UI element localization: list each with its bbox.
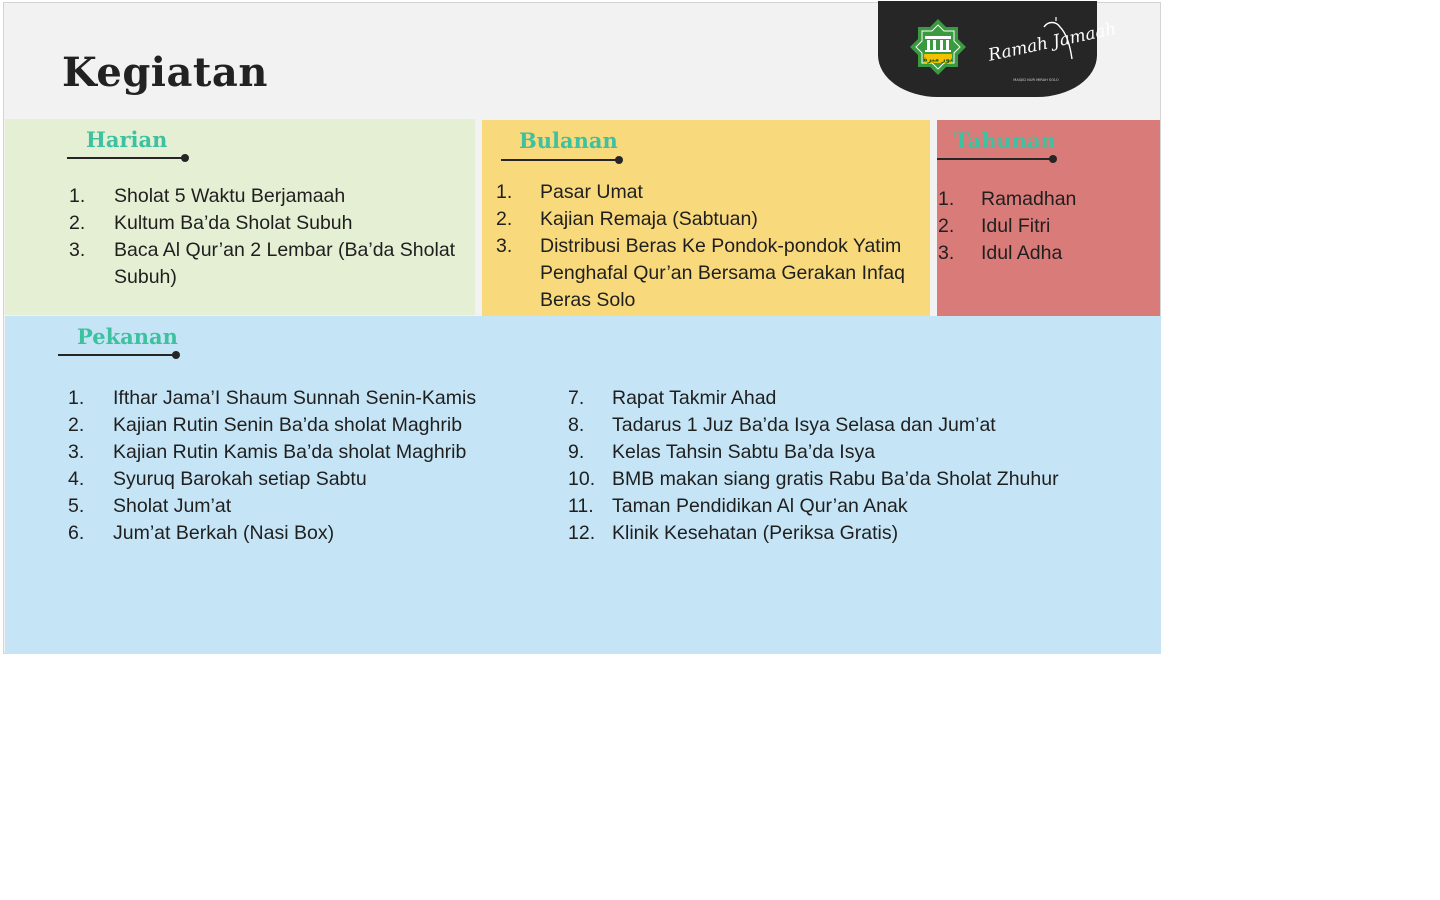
list-item xyxy=(938,213,1156,240)
list-item-number: 8. xyxy=(568,414,585,436)
list-item-text: Kajian Rutin Senin Ba’da sholat Maghrib xyxy=(113,414,463,436)
list-item xyxy=(68,412,538,439)
list-item-number: 2. xyxy=(68,414,85,436)
list-item-text: Taman Pendidikan Al Qur’an Anak xyxy=(612,495,908,517)
list-item-text: Kelas Tahsin Sabtu Ba’da Isya xyxy=(612,441,876,463)
list-item-number: 9. xyxy=(568,441,585,463)
list-item xyxy=(568,412,1128,439)
list-item xyxy=(68,520,538,547)
list-item-text: Idul Adha xyxy=(981,242,1063,264)
list-item xyxy=(68,385,538,412)
list-pekanan-left xyxy=(68,385,538,547)
list-tahunan xyxy=(938,186,1156,267)
list-item-text: Ifthar Jama’I Shaum Sunnah Senin-Kamis xyxy=(113,387,477,409)
list-item-number: 10. xyxy=(568,468,596,490)
list-item-number: 5. xyxy=(68,495,85,517)
section-harian xyxy=(5,119,475,315)
list-item-text: Klinik Kesehatan (Periksa Gratis) xyxy=(612,522,899,544)
logo-tagline: MASJID NUR MIRAH SOLO xyxy=(1013,78,1059,82)
slide xyxy=(3,2,1161,654)
list-item-number: 1. xyxy=(69,185,86,207)
logo-emblem-text: نور ميرة xyxy=(923,55,953,64)
list-item xyxy=(496,233,922,314)
section-bulanan xyxy=(482,120,930,316)
list-item xyxy=(69,210,467,237)
list-item-text: Pasar Umat xyxy=(540,181,643,203)
list-item-number: 3. xyxy=(69,239,86,261)
list-item-text: Idul Fitri xyxy=(981,215,1051,237)
list-item xyxy=(938,186,1156,213)
page-title: Kegiatan xyxy=(62,49,268,96)
ramah-jamaah-logo xyxy=(986,19,1119,85)
section-heading-bulanan: Bulanan xyxy=(519,128,618,153)
list-item-number: 7. xyxy=(568,387,585,409)
list-item-number: 11. xyxy=(568,495,594,517)
list-item-text: Baca Al Qur’an 2 Lembar (Ba’da Sholat Subuh) xyxy=(114,239,456,288)
list-item-text: Jum’at Berkah (Nasi Box) xyxy=(113,522,335,544)
list-item-number: 12. xyxy=(568,522,596,544)
list-item-number: 1. xyxy=(938,188,955,210)
list-item-text: Sholat 5 Waktu Berjamaah xyxy=(114,185,346,207)
heading-underline xyxy=(937,158,1053,160)
logo-badge xyxy=(878,1,1119,97)
list-item-number: 4. xyxy=(68,468,85,490)
list-item-number: 2. xyxy=(496,208,513,230)
list-item xyxy=(568,385,1128,412)
list-item xyxy=(68,439,538,466)
list-item-text: Kultum Ba’da Sholat Subuh xyxy=(114,212,353,234)
list-item-text: BMB makan siang gratis Rabu Ba’da Sholat Zhuhur xyxy=(612,468,1059,490)
list-item-text: Rapat Takmir Ahad xyxy=(612,387,777,409)
list-item-number: 1. xyxy=(68,387,85,409)
section-heading-tahunan: Tahunan xyxy=(954,128,1056,153)
list-item xyxy=(568,493,1128,520)
heading-underline xyxy=(67,157,185,159)
mosque-emblem-icon xyxy=(908,17,968,77)
list-item xyxy=(938,240,1156,267)
list-pekanan-right xyxy=(568,385,1128,547)
list-item xyxy=(568,466,1128,493)
list-item-number: 6. xyxy=(68,522,85,544)
list-item xyxy=(568,520,1128,547)
list-item-number: 2. xyxy=(69,212,86,234)
list-item xyxy=(568,439,1128,466)
list-item-text: Kajian Rutin Kamis Ba’da sholat Maghrib xyxy=(113,441,467,463)
list-item-number: 1. xyxy=(496,181,513,203)
list-item xyxy=(68,466,538,493)
section-heading-harian: Harian xyxy=(86,127,168,152)
heading-underline xyxy=(501,159,619,161)
list-harian xyxy=(69,183,467,291)
heading-underline xyxy=(58,354,176,356)
list-bulanan xyxy=(496,179,922,314)
list-item xyxy=(69,237,467,291)
section-pekanan xyxy=(5,316,1161,654)
list-item xyxy=(69,183,467,210)
list-item-text: Tadarus 1 Juz Ba’da Isya Selasa dan Jum’at xyxy=(612,414,996,436)
section-tahunan xyxy=(937,120,1160,316)
list-item-text: Sholat Jum’at xyxy=(113,495,232,517)
list-item xyxy=(68,493,538,520)
list-item-number: 3. xyxy=(68,441,85,463)
list-item xyxy=(496,179,922,206)
logo-script-text: Ramah Jamaah xyxy=(986,19,1119,66)
list-item xyxy=(496,206,922,233)
list-item-text: Distribusi Beras Ke Pondok-pondok Yatim Penghafal Qur’an Bersama Gerakan Infaq Beras Solo xyxy=(540,235,905,311)
list-item-text: Syuruq Barokah setiap Sabtu xyxy=(113,468,367,490)
list-item-text: Ramadhan xyxy=(981,188,1077,210)
section-heading-pekanan: Pekanan xyxy=(77,324,178,349)
list-item-number: 3. xyxy=(496,235,513,257)
list-item-number: 3. xyxy=(938,242,955,264)
list-item-text: Kajian Remaja (Sabtuan) xyxy=(540,208,758,230)
list-item-number: 2. xyxy=(938,215,955,237)
